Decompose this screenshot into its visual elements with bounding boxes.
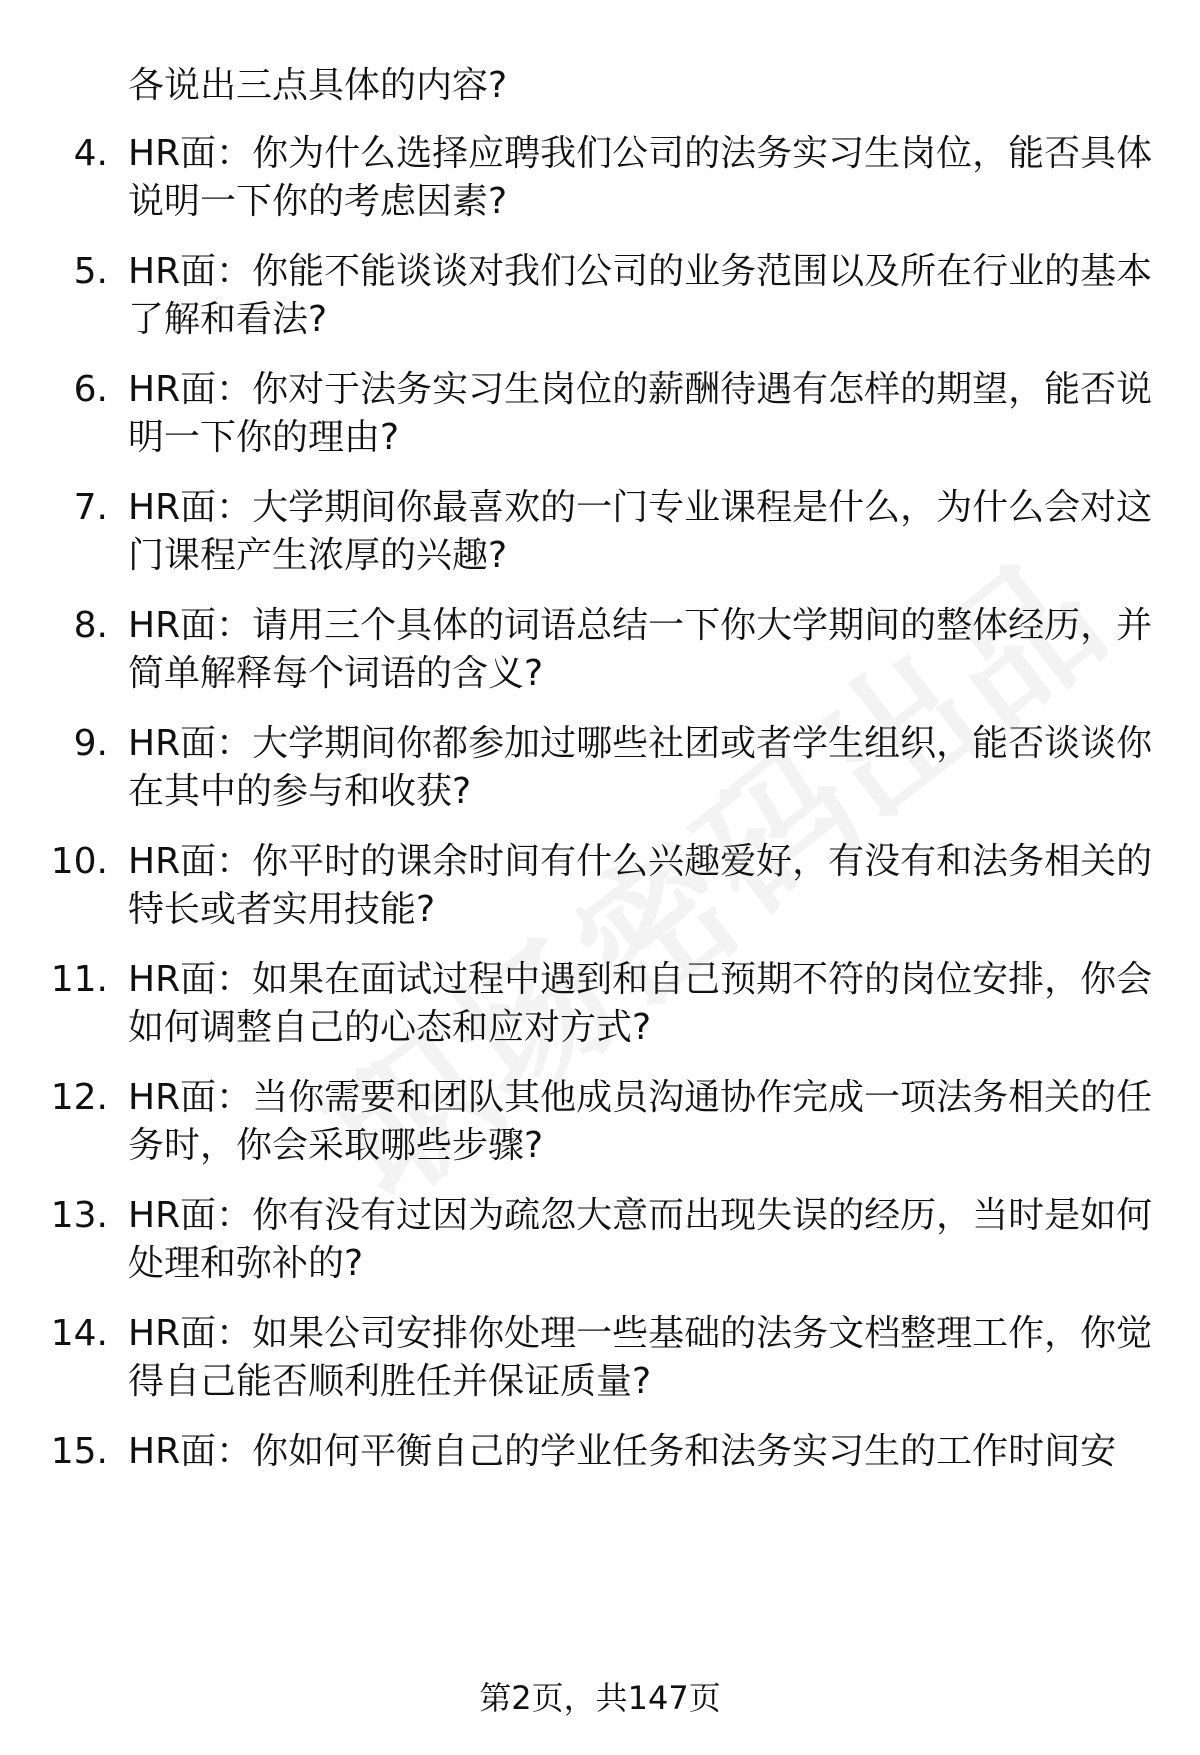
- question-number: 15.: [50, 1431, 108, 1472]
- question-text: HR面：你为什么选择应聘我们公司的法务实习生岗位，能否具体说明一下你的考虑因素?: [128, 133, 1153, 222]
- question-text: HR面：大学期间你都参加过哪些社团或者学生组织，能否谈谈你在其中的参与和收获?: [128, 723, 1153, 812]
- question-text: HR面：请用三个具体的词语总结一下你大学期间的整体经历，并简单解释每个词语的含义?: [128, 605, 1153, 694]
- question-text: HR面：如果公司安排你处理一些基础的法务文档整理工作，你觉得自己能否顺利胜任并保证质量?: [128, 1313, 1153, 1402]
- question-text: HR面：大学期间你最喜欢的一门专业课程是什么，为什么会对这门课程产生浓厚的兴趣?: [128, 487, 1153, 576]
- page-footer: 第2页，共147页: [479, 1679, 721, 1717]
- question-text: HR面：如果在面试过程中遇到和自己预期不符的岗位安排，你会如何调整自己的心态和应对方式?: [128, 959, 1153, 1048]
- question-text: HR面：你有没有过因为疏忽大意而出现失误的经历，当时是如何处理和弥补的?: [128, 1195, 1153, 1284]
- question-text: HR面：当你需要和团队其他成员沟通协作完成一项法务相关的任务时，你会采取哪些步骤?: [128, 1077, 1153, 1166]
- question-number: 6.: [73, 369, 108, 410]
- question-number: 12.: [50, 1077, 108, 1118]
- question-number: 14.: [50, 1313, 108, 1354]
- question-number: 11.: [50, 959, 108, 1000]
- question-number: 5.: [73, 251, 108, 292]
- question-number: 10.: [50, 841, 108, 882]
- question-text: HR面：你如何平衡自己的学业任务和法务实习生的工作时间安: [128, 1431, 1117, 1472]
- question-text: HR面：你对于法务实习生岗位的薪酬待遇有怎样的期望，能否说明一下你的理由?: [128, 369, 1153, 458]
- question-number: 13.: [50, 1195, 108, 1236]
- question-number: 7.: [73, 487, 108, 528]
- continuation-text: 各说出三点具体的内容?: [128, 65, 508, 106]
- question-text: HR面：你平时的课余时间有什么兴趣爱好，有没有和法务相关的特长或者实用技能?: [128, 841, 1153, 930]
- question-number: 9.: [73, 723, 108, 764]
- question-number: 8.: [73, 605, 108, 646]
- question-text: HR面：你能不能谈谈对我们公司的业务范围以及所在行业的基本了解和看法?: [128, 251, 1153, 340]
- question-number: 4.: [73, 133, 108, 174]
